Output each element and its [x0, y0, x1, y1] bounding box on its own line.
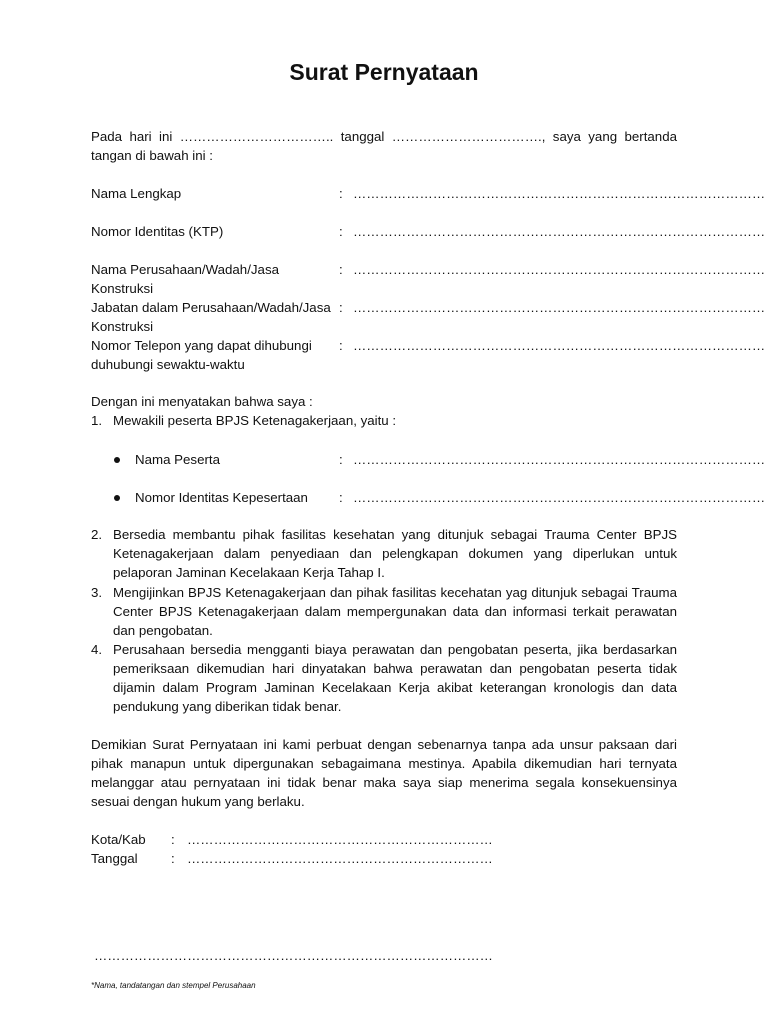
list-item-number: 2. — [91, 527, 103, 542]
field-colon: : — [339, 490, 343, 505]
list-item-number: 1. — [91, 413, 103, 428]
field-label-nama-perusahaan: Nama Perusahaan/Wadah/Jasa Konstruksi — [91, 262, 279, 296]
date-label: Tanggal — [91, 851, 138, 866]
place-label: Kota/Kab — [91, 832, 146, 847]
bullet-icon — [114, 457, 120, 463]
closing-paragraph: Demikian Surat Pernyataan ini kami perbuat dengan sebenarnya tanpa ada unsur paksaan dari pihak manapun untuk dipergunakan sebagaimana mestinya. Apabila dikemudian hari ternyata melanggar atau pernyataan ini tidak benar maka saya siap menerima segala konsekuensinya sesuai dengan hukum yang berlaku. — [91, 737, 677, 809]
sub-field-label-nama-peserta: Nama Peserta — [135, 452, 220, 467]
field-colon: : — [339, 338, 343, 353]
intro-paragraph: Pada hari ini …………………………….. tanggal ……………………………., saya yang bertanda tangan di bawah ini : — [91, 129, 677, 163]
field-colon: : — [339, 262, 343, 277]
sub-field-label-nomor-kepesertaan: Nomor Identitas Kepesertaan — [135, 490, 308, 505]
list-item-text: Bersedia membantu pihak fasilitas kesehatan yang ditunjuk sebagai Trauma Center BPJS Ketenagakerjaan dalam penyediaan dan pelengkapan dokumen yang diperlukan untuk pelaporan Jaminan Kecelakaan Kerja Tahap I. — [113, 527, 677, 580]
signature-line: ……………………………………………………………………………… — [94, 948, 493, 963]
field-blank-nama-lengkap: ………………………………………………………………………………… — [353, 186, 766, 201]
field-blank-nomor-telepon: ………………………………………………………………………………… — [353, 338, 766, 353]
field-colon: : — [339, 452, 343, 467]
field-blank-nama-peserta: ………………………………………………………………………………… — [353, 452, 766, 467]
list-item-number: 3. — [91, 585, 103, 600]
field-label-nomor-identitas: Nomor Identitas (KTP) — [91, 224, 224, 239]
list-item-text: Perusahaan bersedia mengganti biaya perawatan dan pengobatan peserta, jika berdasarkan pemeriksaan dikemudian hari dinyatakan bahwa perawatan dan pengobatan peserta tidak dijamin dalam Program Jaminan Kecelakaan Kerja akibat keterangan kronologis dan data pendukung yang diberikan tidak benar. — [113, 642, 677, 714]
field-label-jabatan: Jabatan dalam Perusahaan/Wadah/Jasa Konstruksi — [91, 300, 331, 334]
field-blank-nomor-identitas: ………………………………………………………………………………… — [353, 224, 766, 239]
field-colon: : — [339, 224, 343, 239]
field-label-nomor-telepon: Nomor Telepon yang dapat dihubungi duhubungi sewaktu-waktu — [91, 338, 312, 372]
date-blank: …………………………………………………………… — [187, 851, 493, 866]
field-blank-nama-perusahaan: ………………………………………………………………………………… — [353, 262, 766, 277]
footnote: *Nama, tandatangan dan stempel Perusahaan — [91, 981, 256, 990]
place-blank: …………………………………………………………… — [187, 832, 493, 847]
field-blank-nomor-kepesertaan: ………………………………………………………………………………… — [353, 490, 766, 505]
bullet-icon — [114, 495, 120, 501]
list-item-number: 4. — [91, 642, 103, 657]
field-colon: : — [339, 300, 343, 315]
field-blank-jabatan: ………………………………………………………………………………… — [353, 300, 766, 315]
field-colon: : — [171, 832, 175, 847]
field-label-nama-lengkap: Nama Lengkap — [91, 186, 182, 201]
field-colon: : — [339, 186, 343, 201]
page-title: Surat Pernyataan — [289, 59, 479, 85]
statement-intro: Dengan ini menyatakan bahwa saya : — [91, 394, 313, 409]
field-colon: : — [171, 851, 175, 866]
list-item-text: Mewakili peserta BPJS Ketenagakerjaan, yaitu : — [113, 413, 397, 428]
list-item-text: Mengijinkan BPJS Ketenagakerjaan dan pihak fasilitas kecehatan yag ditunjuk sebagai Trauma Center BPJS Ketenagakerjaan dalam mempergunakan data dan informasi terkait perawatan dan pengobatan. — [113, 585, 677, 638]
